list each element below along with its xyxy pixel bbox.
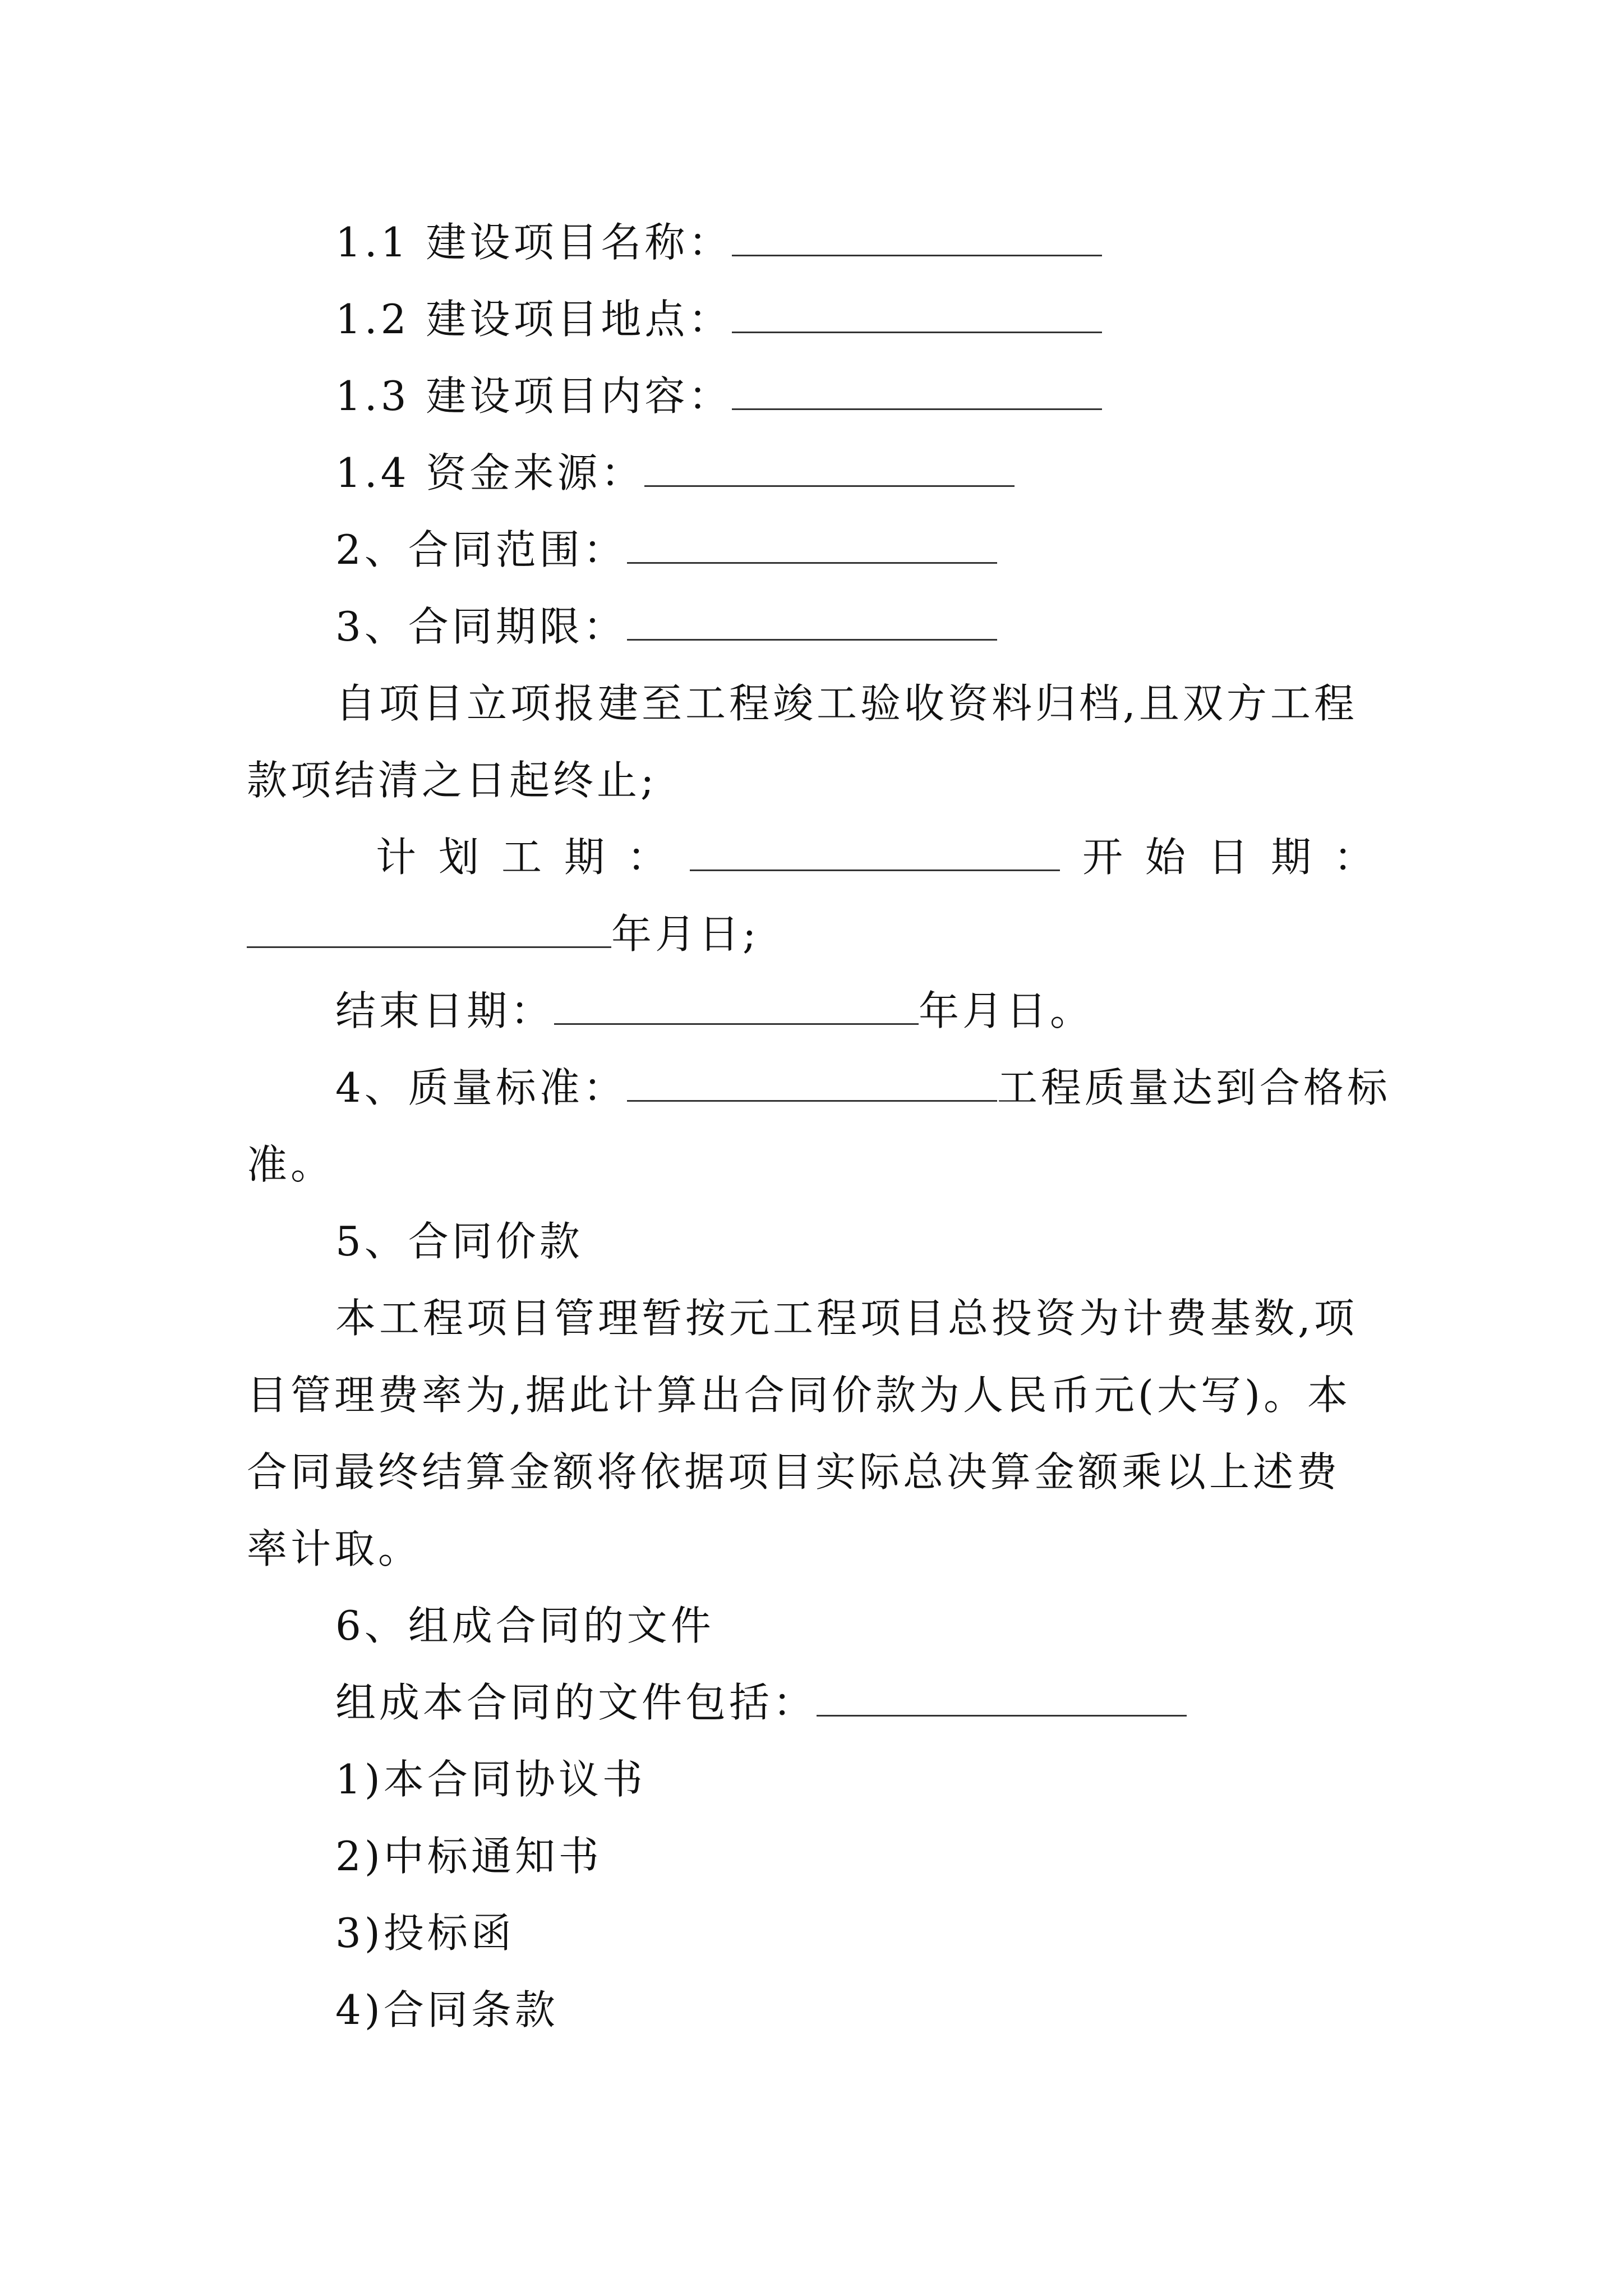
plan-period-label: 计划工期： — [376, 834, 690, 881]
end-date-label: 结束日期： — [335, 987, 555, 1034]
term-line-1: 自项目立项报建至工程竣工验收资料归档,且双方工程 — [335, 680, 1358, 727]
quality-line — [335, 1060, 1391, 1116]
item-1-4 — [335, 445, 1015, 501]
item-3-label: 3、合同期限： — [335, 603, 627, 650]
end-date-line — [335, 983, 1094, 1039]
item-1-3-label: 1.3 建设项目内容： — [335, 372, 732, 420]
price-line-4: 率计取。 — [247, 1525, 422, 1572]
end-date-suffix: 年月日。 — [919, 987, 1094, 1034]
item-1-1-blank — [732, 220, 1102, 256]
item-1-2 — [335, 291, 1102, 347]
docs-intro-label: 组成本合同的文件包括： — [335, 1679, 817, 1726]
quality-suffix: 工程质量达到合格标 — [997, 1064, 1391, 1111]
docs-list-item: 2)中标通知书 — [335, 1833, 602, 1880]
item-3 — [335, 599, 997, 655]
item-2 — [335, 522, 997, 578]
item-1-1-label: 1.1 建设项目名称： — [335, 219, 732, 266]
start-date-blank — [247, 912, 611, 948]
quality-label: 4、质量标准： — [335, 1064, 627, 1111]
docs-heading: 6、组成合同的文件 — [335, 1602, 714, 1649]
price-line-1: 本工程项目管理暂按元工程项目总投资为计费基数,项 — [335, 1295, 1358, 1342]
quality-line-2: 准。 — [247, 1141, 335, 1188]
item-1-3 — [335, 368, 1102, 424]
docs-list-item: 1)本合同协议书 — [335, 1756, 646, 1803]
quality-blank — [627, 1065, 997, 1102]
start-date-suffix: 年月日; — [611, 910, 760, 958]
end-date-blank — [554, 988, 919, 1025]
term-line-2: 款项结清之日起终止; — [247, 757, 658, 804]
item-1-2-blank — [732, 297, 1102, 333]
start-date-label: 开始日期： — [1082, 834, 1397, 881]
item-3-blank — [627, 604, 997, 641]
item-1-1 — [335, 214, 1102, 270]
start-date-line — [247, 906, 759, 962]
item-1-4-blank — [644, 450, 1015, 487]
item-2-label: 2、合同范围： — [335, 526, 627, 573]
price-heading: 5、合同价款 — [335, 1218, 583, 1265]
item-1-3-blank — [732, 374, 1102, 410]
plan-period-blank — [690, 835, 1060, 871]
docs-list-item: 4)合同条款 — [335, 1986, 559, 2033]
item-2-blank — [627, 527, 997, 564]
plan-period — [376, 829, 1396, 885]
item-1-2-label: 1.2 建设项目地点： — [335, 296, 732, 343]
price-line-3: 合同最终结算金额将依据项目实际总决算金额乘以上述费 — [247, 1448, 1341, 1496]
price-line-2: 目管理费率为,据此计算出合同价款为人民币元(大写)。本 — [247, 1372, 1352, 1419]
docs-intro-blank — [817, 1680, 1187, 1717]
docs-list-item: 3)投标函 — [335, 1910, 515, 1957]
item-1-4-label: 1.4 资金来源： — [335, 449, 645, 496]
docs-intro — [335, 1674, 1187, 1731]
